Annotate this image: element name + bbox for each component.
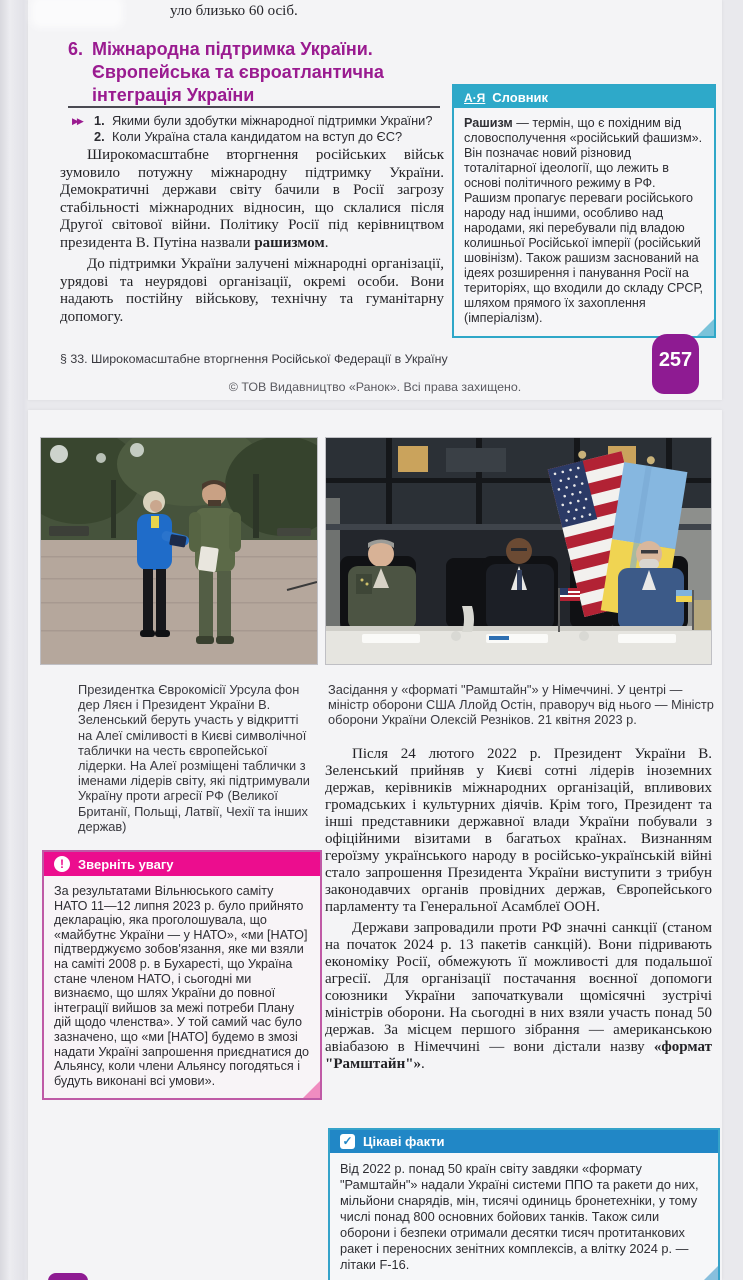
facts-title: Цікаві факти bbox=[363, 1134, 445, 1149]
paragraph bbox=[325, 920, 712, 1073]
textbook-page-258 bbox=[28, 410, 722, 1280]
page-top-fragment: уло близько 60 осіб. bbox=[170, 3, 298, 19]
attention-header bbox=[44, 852, 320, 876]
facts-box bbox=[328, 1128, 720, 1280]
section-questions bbox=[72, 113, 468, 145]
redaction-blur bbox=[36, 1, 118, 23]
facts-body bbox=[330, 1153, 718, 1280]
marker-spacer bbox=[72, 129, 94, 145]
paragraph bbox=[60, 147, 444, 252]
attention-title: Зверніть увагу bbox=[78, 856, 174, 872]
exclamation-icon: ! bbox=[54, 856, 70, 872]
section-number: 6. bbox=[68, 39, 84, 59]
photo-von-der-leyen-zelensky bbox=[40, 437, 318, 665]
section-title: Міжнародна підтримка України. Європейська та євроатлантична інтеграція України bbox=[92, 39, 384, 105]
next-page-badge-partial bbox=[48, 1273, 88, 1280]
main-text-column bbox=[60, 147, 444, 330]
photo-illustration bbox=[41, 438, 317, 664]
running-footer: § 33. Широкомасштабне вторгнення Російської Федерації в Україну bbox=[60, 352, 448, 366]
question-text: Якими були здобутки міжнародної підтримки України? bbox=[112, 113, 433, 128]
dictionary-body bbox=[454, 108, 714, 336]
heading-divider bbox=[68, 106, 440, 108]
page-gutter bbox=[0, 0, 28, 1280]
facts-text: Від 2022 р. понад 50 країн світу завдяки «формату "Рамштайн"» надали Україні системи ППО та ракети до них, мільйони снарядів, мін, тисячі одиниць бронетехніки, у тому числі понад 800 основних бойових танків. Також сили оборони і безпеки отримали десятки тисяч протитанкових ракет і переносних зенітних комплексів, а влітку 2024 р. — літаки F-16. bbox=[340, 1161, 699, 1272]
textbook-page-257 bbox=[28, 0, 722, 400]
photo-ramstein-meeting bbox=[325, 437, 712, 665]
paragraph: До підтримки України залучені міжнародні організації, урядові та неурядові організації, окремі особи. Вони надають постійну військову, технічну та гуманітарну допомогу. bbox=[60, 256, 444, 325]
copyright-line: © ТОВ Видавництво «Ранок». Всі права захищено. bbox=[228, 380, 522, 394]
dictionary-term: Рашизм bbox=[464, 116, 513, 130]
checkbox-icon: ✓ bbox=[340, 1134, 355, 1149]
dictionary-title: Словник bbox=[492, 90, 549, 105]
attention-body bbox=[44, 876, 320, 1098]
a-ya-icon: А·Я bbox=[464, 90, 486, 105]
main-text-column bbox=[325, 746, 712, 1077]
section-heading bbox=[68, 38, 468, 107]
paragraph-text: Держави запровадили проти РФ значні санкції (станом на початок 2024 р. 13 пакетів санкцій). Вони підривають економіку Росії, обмежують її можливості для подальшої агресії. Для організації постачання воєнної допомоги союзники України започаткували щомісячні зустрічі міністрів оборони. На сьогодні в них взяли участь понад 50 держав. За місцем першого зібрання — американською авіабазою в Німеччині — вони дістали назву bbox=[325, 920, 712, 1055]
question-text: Коли Україна стала кандидатом на вступ до ЄС? bbox=[112, 129, 403, 144]
paragraph: Після 24 лютого 2022 р. Президент України В. Зеленський прийняв у Києві сотні лідерів іноземних держав, керівників міжнародних організацій, впливових громадських і культурних діячів. Крім того, Президент та інші представники державної влади України побували з офіційними візитами в багатьох країнах. Визнанням героїзму українського народу в російсько-українській війні стало запрошення Президента України виступити з трибун законодавчих органів провідних держав, Європейського парламенту та Генеральної Асамблеї ООН. bbox=[325, 746, 712, 915]
dictionary-box bbox=[452, 84, 716, 338]
caption-left: Президентка Єврокомісії Урсула фон дер Ляєн і Президент України В. Зеленський беруть участь у відкритті на Алеї сміливості в Києві символічної таблички на честь європейської лідерки. На Алеї розміщені таблички з іменами лідерів світу, які підтримували Україну проти агресії РФ (Великої Британії, Польщі, Латвії, Чехії та інших держав) bbox=[78, 682, 310, 834]
dictionary-entry bbox=[464, 116, 704, 326]
attention-text: За результатами Вільнюського саміту НАТО 11—12 липня 2023 р. було прийнято декларацію, яка проголошувала, що «майбутнє України — у НАТО», «ми [НАТО] підтверджуємо зобов'язання, яке ми взяли на саміті 2008 р. в Бухаресті, що Україна стане членом НАТО, і сьогодні ми визнаємо, що шлях України до повної інтеграції вийшов за межі потреби Плану дій щодо членства». У той самий час було зазначено, що «ми [НАТО] будемо в змозі надати Україні запрошення приєднатися до Альянсу, коли члени Альянсу погодяться і будуть виконані всі умови». bbox=[54, 884, 310, 1088]
double-arrow-icon: ▶▶ bbox=[72, 116, 82, 126]
paragraph-text: Широкомасштабне вторгнення російських військ зумовило потужну міжнародну підтримку України. Демократичні держави світу бачили в Росії загрозу стабільності міжнародних відносин, що склалися після Другої світової війни. Політику Росії під керівництвом президента В. Путіна назвали bbox=[60, 147, 444, 251]
folded-corner-icon bbox=[701, 1266, 718, 1280]
folded-corner-icon bbox=[303, 1081, 320, 1098]
question-item bbox=[72, 129, 468, 145]
facts-header bbox=[330, 1130, 718, 1153]
photo-illustration bbox=[326, 438, 711, 664]
question-number: 1. bbox=[94, 113, 105, 128]
paragraph-text: . bbox=[421, 1056, 425, 1072]
bold-term: «формат "Рамштайн"» bbox=[325, 1039, 712, 1072]
folded-corner-icon bbox=[697, 319, 714, 336]
dictionary-header bbox=[454, 86, 714, 108]
attention-box bbox=[42, 850, 322, 1100]
question-number: 2. bbox=[94, 129, 105, 144]
page-number-badge: 257 bbox=[652, 334, 699, 394]
question-item bbox=[72, 113, 468, 129]
paragraph-text: . bbox=[324, 234, 329, 251]
bold-term: рашизмом bbox=[254, 234, 325, 251]
caption-right: Засідання у «форматі "Рамштайн"» у Німеччині. У центрі — міністр оборони США Ллойд Остін, праворуч від нього — Міністр оборони України Олексій Резніков. 21 квітня 2023 р. bbox=[328, 682, 714, 728]
dictionary-definition: — термін, що є похідним від словосполучення «російський фашизм». Він позначає новий різновид тоталітарної ідеології, що лежить в основі політичного режиму в РФ. Рашизм пропагує переваги російського народу над іншими, особливо над народами, які перебували під владою колишньої Російської імперії (російський шовінізм). Також рашизм заснований на ідеях розширення і панування Росії на територіях, що входили до складу СРСР, шляхом прямого їх захоплення (імперіалізм). bbox=[464, 116, 704, 325]
